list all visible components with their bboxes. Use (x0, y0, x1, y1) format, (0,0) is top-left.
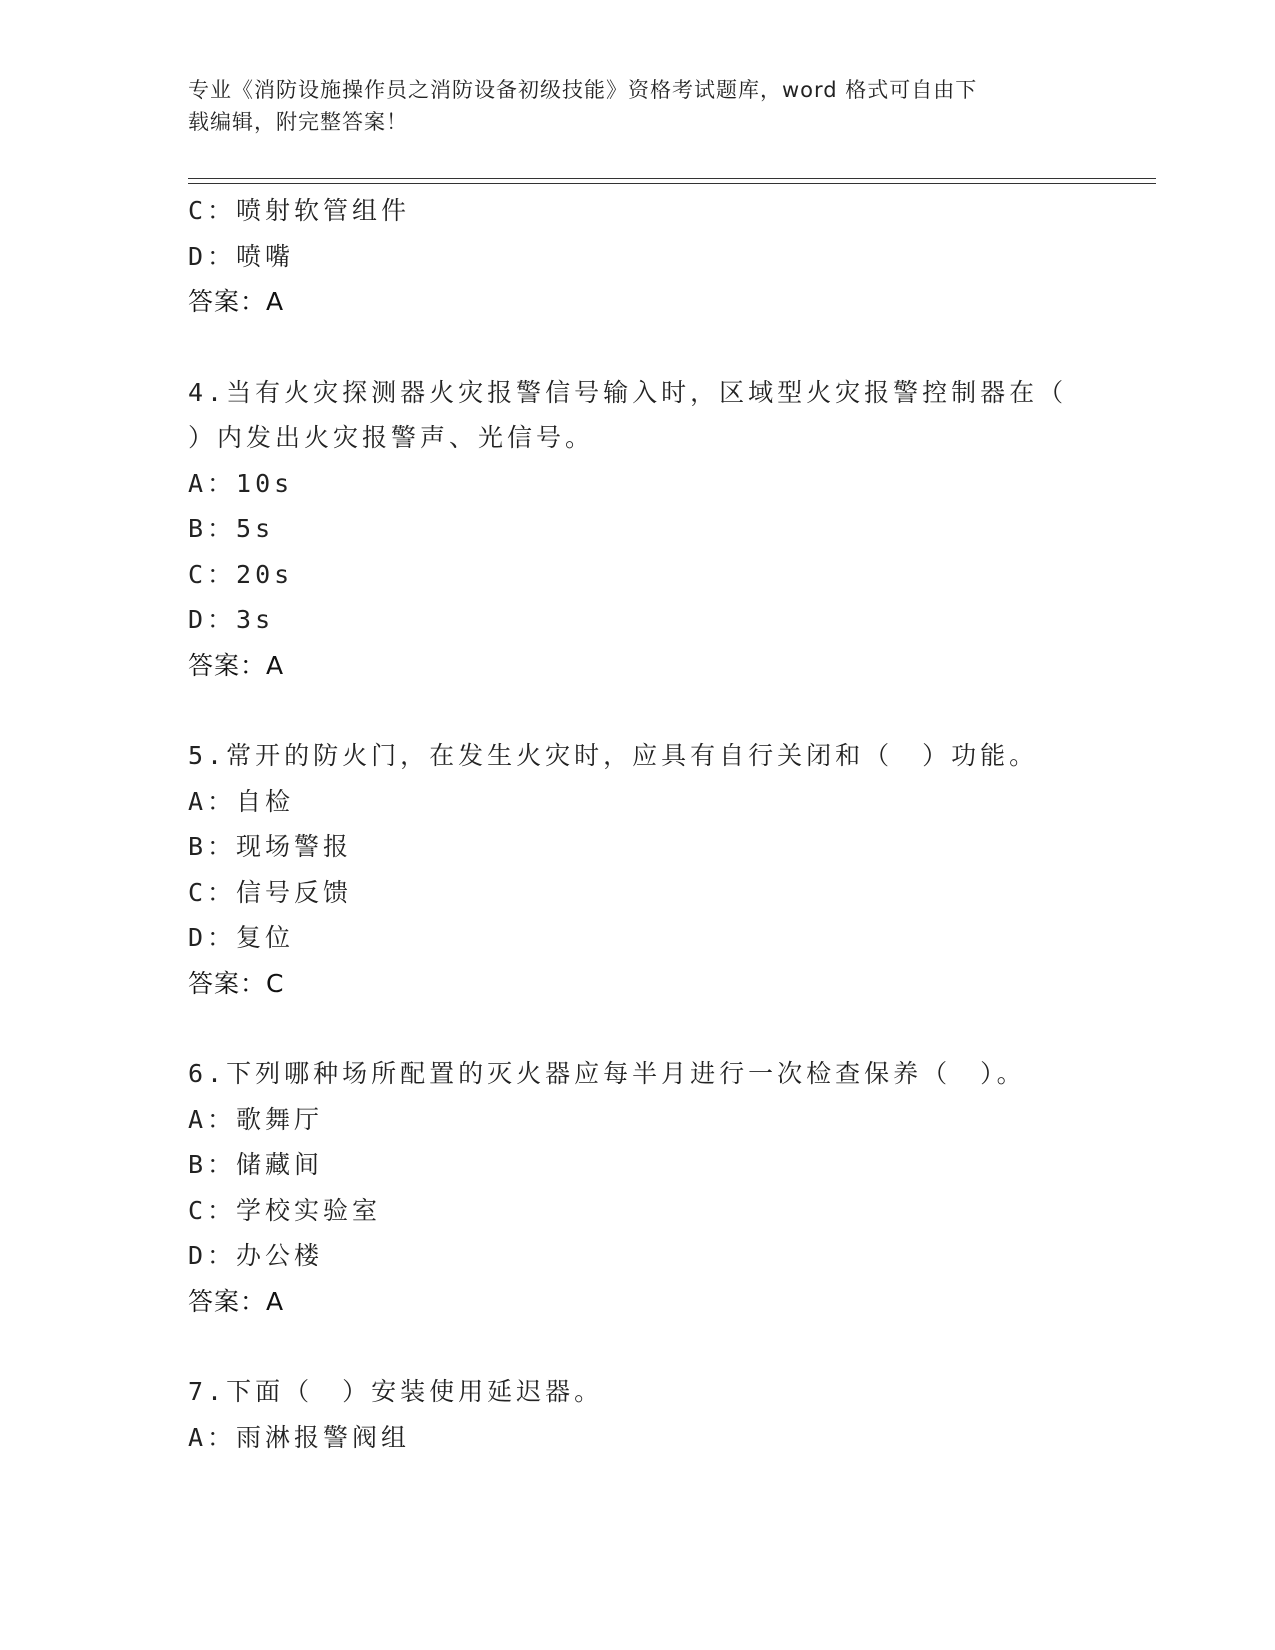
option-c: C：学校实验室 (188, 1195, 382, 1225)
option-a: A：歌舞厅 (188, 1104, 324, 1134)
header-divider-bottom (188, 183, 1156, 184)
question-stem: 6.下列哪种场所配置的灭火器应每半月进行一次检查保养（ ）。 (188, 1059, 1026, 1088)
option-c: C：信号反馈 (188, 877, 353, 907)
document-header (188, 74, 1068, 138)
option-d: D：喷嘴 (188, 241, 295, 271)
question-7 (188, 1369, 1088, 1460)
question-stem: 4.当有火灾探测器火灾报警信号输入时，区域型火灾报警控制器在（ (188, 377, 1068, 407)
answer: 答案：C (188, 968, 285, 998)
option-d: D：办公楼 (188, 1241, 324, 1270)
question-6 (188, 1051, 1088, 1324)
question-list (188, 188, 1088, 1460)
option-d: D：复位 (188, 923, 295, 952)
answer: 答案：A (188, 1286, 285, 1316)
option-b: B：储藏间 (188, 1150, 324, 1179)
option-c: C：喷射软管组件 (188, 196, 411, 225)
question-3-tail (188, 188, 1088, 325)
option-d: D：3s (188, 605, 275, 634)
question-stem: 7.下面（ ）安装使用延迟器。 (188, 1377, 604, 1406)
question-stem-continued: ）内发出火灾报警声、光信号。 (188, 423, 595, 452)
option-c: C：20s (188, 559, 294, 589)
header-divider-top (188, 178, 1156, 179)
answer: 答案：A (188, 287, 285, 316)
header-line-2: 载编辑，附完整答案！ (188, 110, 408, 134)
question-4 (188, 370, 1088, 689)
option-a: A：自检 (188, 786, 295, 816)
option-a: A：10s (188, 468, 294, 498)
header-line-1: 专业《消防设施操作员之消防设备初级技能》资格考试题库，word 格式可自由下 (188, 78, 978, 102)
question-5 (188, 733, 1088, 1006)
option-b: B：现场警报 (188, 832, 353, 861)
option-b: B：5s (188, 514, 275, 543)
option-a: A：雨淋报警阀组 (188, 1422, 411, 1452)
question-stem: 5.常开的防火门，在发生火灾时，应具有自行关闭和（ ）功能。 (188, 741, 1039, 770)
answer: 答案：A (188, 650, 285, 680)
